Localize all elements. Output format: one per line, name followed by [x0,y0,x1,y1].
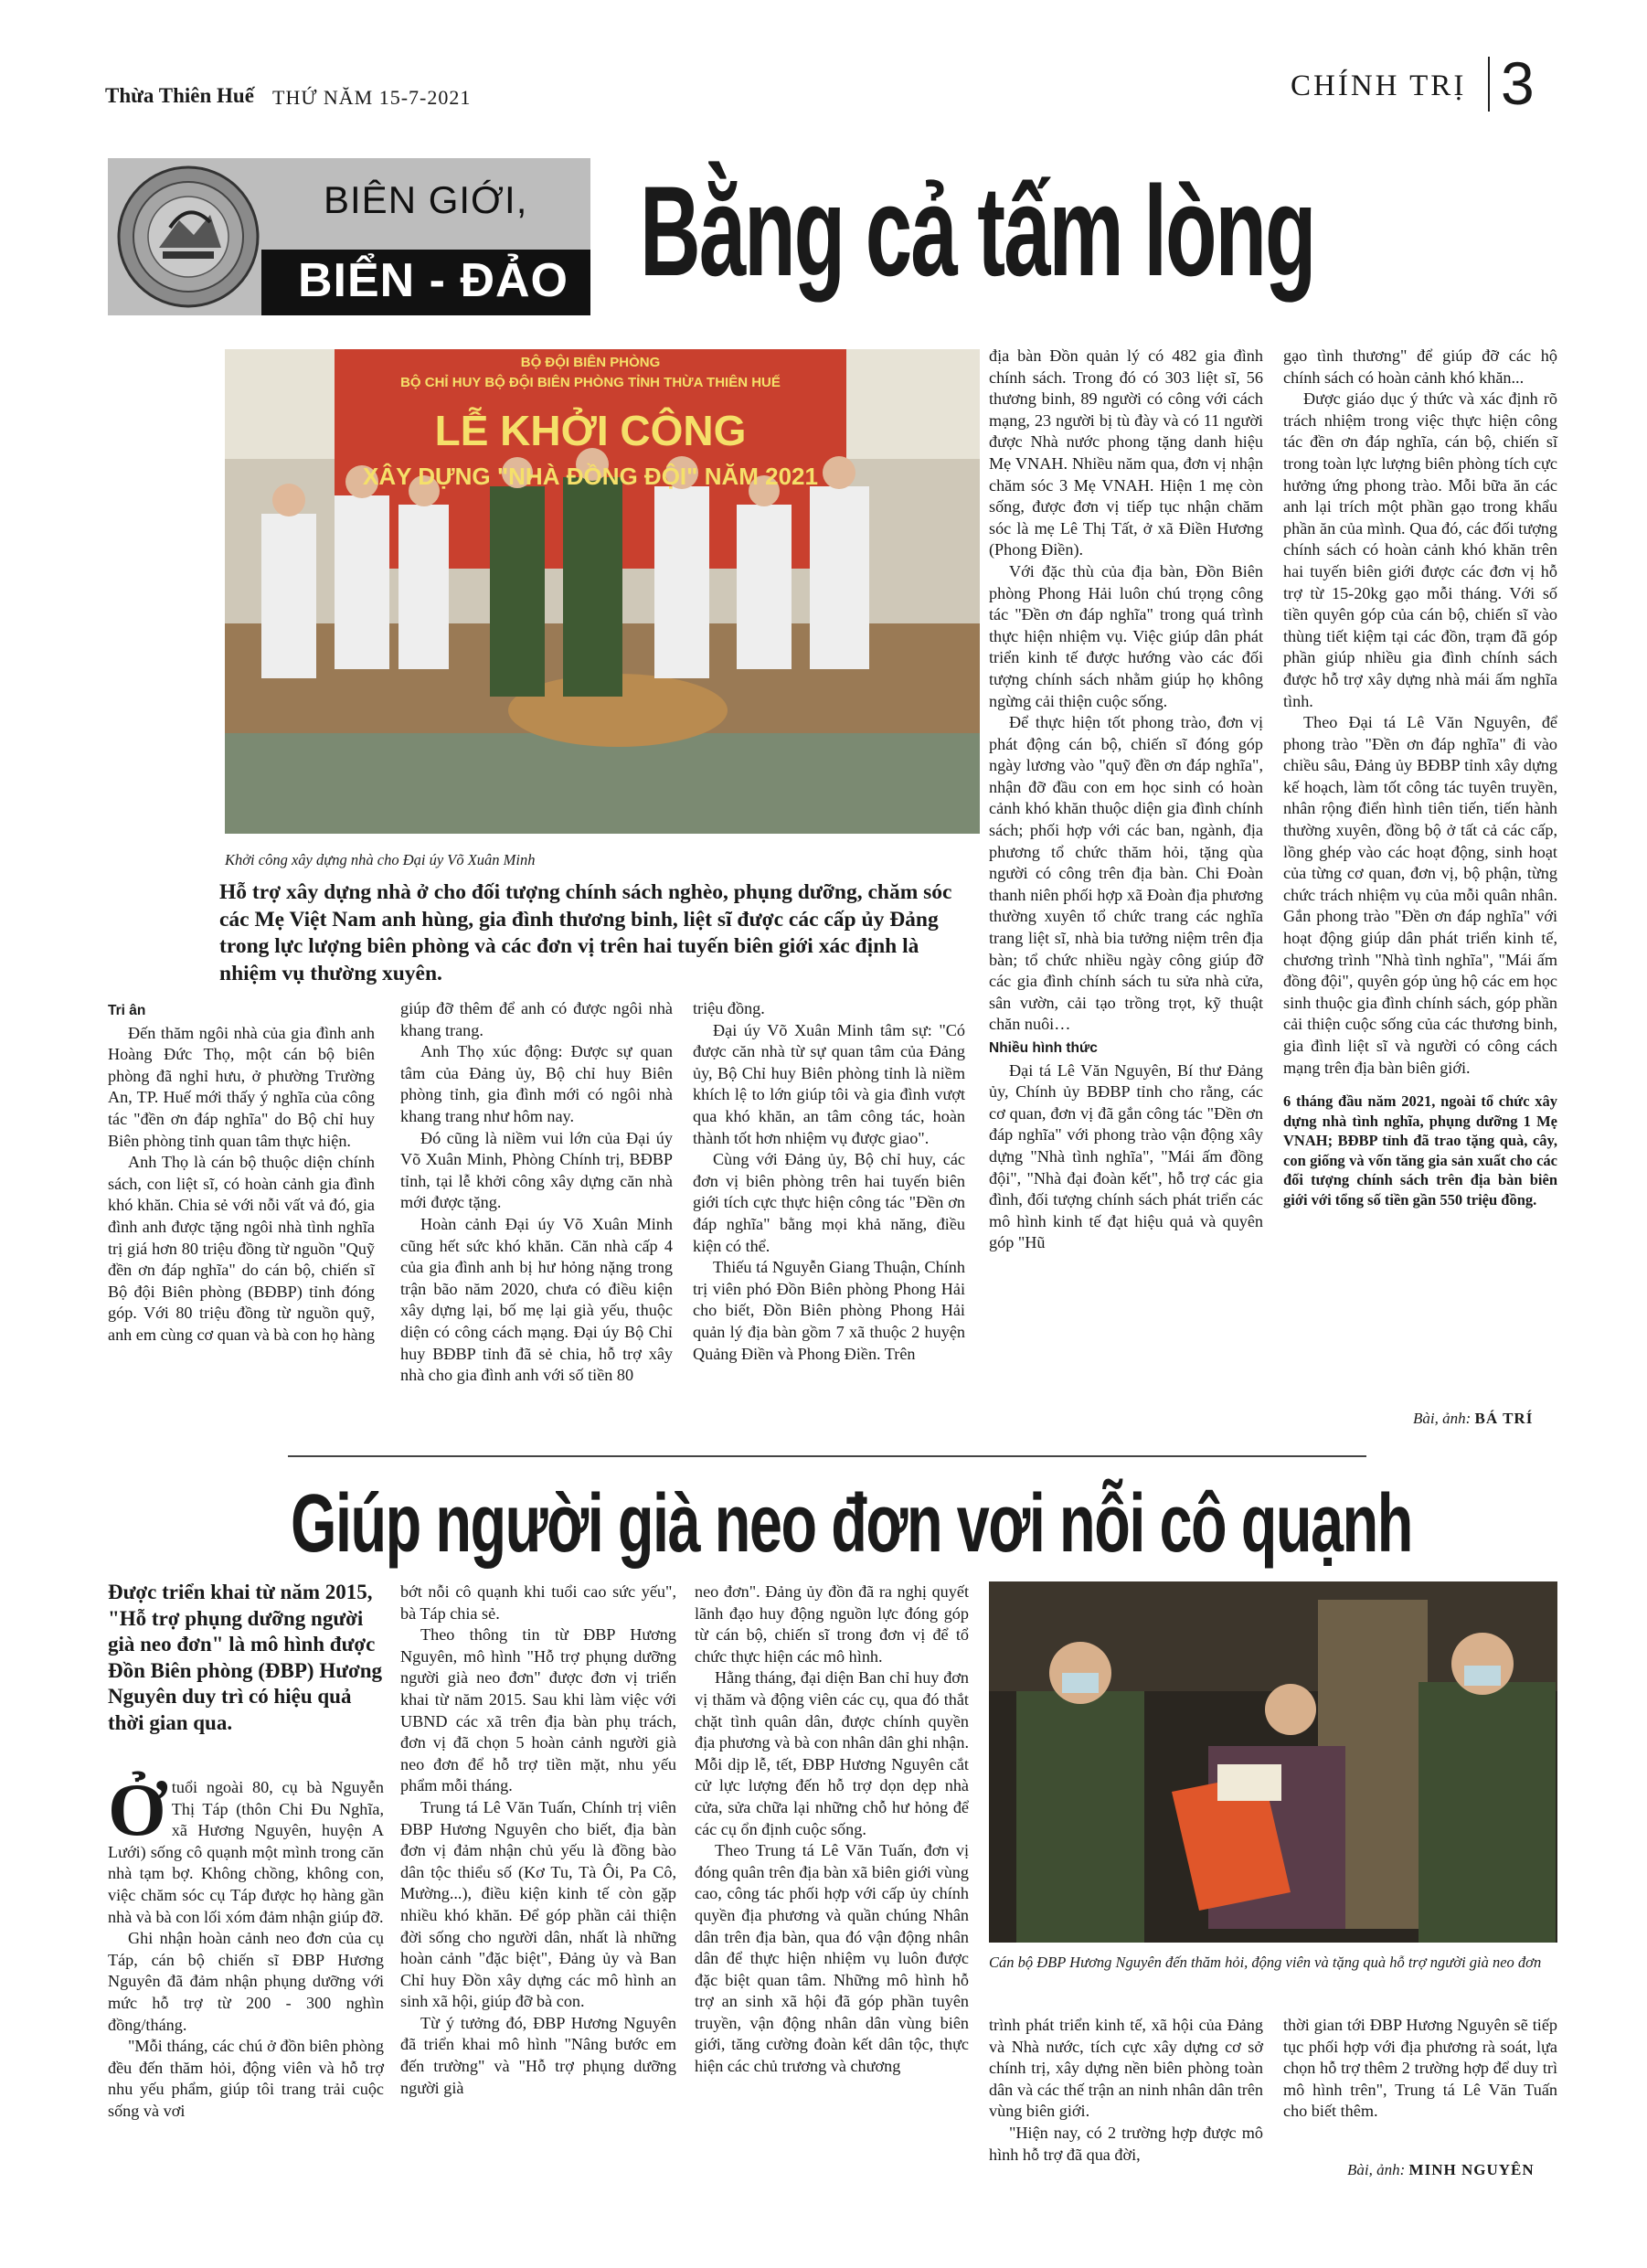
subhead-tri-an: Tri ân [108,1003,146,1018]
paragraph: Thiếu tá Nguyễn Giang Thuận, Chính trị viên phó Đồn Biên phòng Phong Hải cho biết, Đồn Biên phòng Phong Hải quản lý địa bàn gồm 7 xã thuộc 2 huyện Quảng Điền và Phong Điền. Trên [693,1258,965,1363]
paragraph: Để thực hiện tốt phong trào, đơn vị phát động cán bộ, chiến sĩ đóng góp ngày lương vào "quỹ đền ơn đáp nghĩa", nhận đỡ đầu con em học sinh có hoàn cảnh khó khăn thuộc diện gia đình chính sách; phối hợp với các ban, ngành, địa phương tổ chức thăm hỏi, tặng qùa người có công trên địa bàn. Chi Đoàn thanh niên phối hợp xã Đoàn địa phương thường xuyên tổ chức trang các nghĩa trang liệt sĩ, nhà bia tưởng niệm trên địa bàn; tổ chức nhiều ngày công giúp đỡ các gia đình chính sách tu sửa nhà cửa, sân vườn, cải tạo trồng trọt, kỹ thuật chăn nuôi… [989,713,1263,1034]
article1-col1 [108,998,375,1347]
banner-org1: BỘ ĐỘI BIÊN PHÒNG [520,355,661,370]
paragraph: Được giáo dục ý thức và xác định rõ trách nhiệm trong việc thực hiện công tác đền ơn đáp nghĩa, cán bộ, chiến sĩ trong toàn lực lượng biên phòng tích cực hưởng ứng phong trào. Mỗi bữa ăn các anh lại trích một phần gạo trong khẩu phần ăn của mình. Qua đó, các đối tượng chính sách có hoàn cảnh khó khăn trên hai tuyến biên giới được các đơn vị hỗ trợ từ 15-20kg gạo mỗi tháng. Với số tiền quyên góp của cán bộ, chiến sĩ vào thùng tiết kiệm tại các đồn, trạm đã góp phần giúp nhiều gia đình chính sách được hỗ trợ xây dựng nhà mái ấm nghĩa tình. [1283,389,1557,710]
article1-byline [1413,1410,1533,1428]
article2-col4 [989,2015,1263,2166]
paragraph: địa bàn Đồn quản lý có 482 gia đình chính sách. Trong đó có 303 liệt sĩ, 56 thương binh, 89 người có công với cách mạng, 23 người bị tù đày và có 11 người được Nhà nước phong tặng danh hiệu Mẹ VNAH. Nhiều năm qua, đơn vị nhận chăm sóc 3 Mẹ VNAH. Hiện 1 mẹ còn sống, được đơn vị tiếp tục nhận chăm sóc là mẹ Lê Thị Tất, ở xã Điền Hương (Phong Điền). [989,346,1263,559]
paragraph: thời gian tới ĐBP Hương Nguyên sẽ tiếp tục phối hợp với địa phương rà soát, lựa chọn hỗ trợ thêm 2 trường hợp để duy trì mô hình trên", Trung tá Lê Văn Tuấn cho biết thêm. [1283,2016,1557,2121]
paragraph: neo đơn". Đảng ủy đồn đã ra nghị quyết lãnh đạo huy động nguồn lực đóng góp từ cán bộ, chiến sĩ trong đơn vị để tổ chức thực hiện các mô hình. [695,1582,969,1666]
logo-text-line1: BIÊN GIỚI, [324,178,528,221]
byline-label: Bài, ảnh: [1413,1410,1472,1427]
paragraph-text: tuổi ngoài 80, cụ bà Nguyễn Thị Táp (thôn Chi Đu Nghĩa, xã Hương Nguyên, huyện A Lưới) sống cô quạnh một mình trong căn nhà tạm bợ. Không chồng, không con, việc chăm sóc cụ Táp được họ hàng gần nhà và bà con lối xóm đảm nhận giúp đỡ. [108,1778,384,1926]
newspaper-name: Thừa Thiên Huế [105,84,254,107]
article2-lead: Được triển khai từ năm 2015, "Hỗ trợ phụng dưỡng người già neo đơn" là mô hình được Đồn Biên phòng (ĐBP) Hương Nguyên duy trì có hiệu quả thời gian qua. [108,1581,383,1734]
article1-fact-note: 6 tháng đầu năm 2021, ngoài tổ chức xây dựng nhà tình nghĩa, phụng dưỡng 1 Mẹ VNAH; BĐBP tỉnh đã trao tặng quà, cây, con giống và vốn tăng gia sản xuất cho các đối tượng chính sách trên địa bàn biên giới với tổng số tiền gần 550 triệu đồng. [1283,1092,1557,1209]
paragraph: Cùng với Đảng ủy, Bộ chỉ huy, các đơn vị biên phòng trên hai tuyến biên giới tích cực thực hiện công tác "Đền ơn đáp nghĩa" bằng mọi khả năng, điều kiện có thể. [693,1150,965,1255]
article1-photo [225,349,980,834]
article2-photo-caption: Cán bộ ĐBP Hương Nguyên đến thăm hỏi, động viên và tặng quà hỗ trợ người già neo đơn [989,1954,1542,1971]
article2-col3 [695,1581,969,2078]
paragraph: Hằng tháng, đại diện Ban chỉ huy đơn vị thăm và động viên các cụ, qua đó thắt chặt tình quân dân, được chính quyền địa phương và bà con nhân dân ghi nhận. Mỗi dịp lễ, tết, ĐBP Hương Nguyên cắt cử lực lượng đến hỗ trợ dọn dẹp nhà cửa, sửa chữa lại những chỗ hư hỏng để các cụ ổn định cuộc sống. [695,1668,969,1838]
article2-col2 [400,1581,676,2099]
banner-title: LỄ KHỞI CÔNG [434,407,747,454]
article2-col1 [108,1768,384,2123]
article1-col2 [400,998,673,1387]
byline-author: BÁ TRÍ [1474,1410,1534,1427]
logo-text-line2: BIỂN - ĐẢO [298,254,568,307]
paragraph: trình phát triển kinh tế, xã hội của Đảng và Nhà nước, tích cực xây dựng cơ sở chính trị, xây dựng nền biên phòng toàn dân và các thế trận an ninh nhân dân trên vùng biên giới. [989,2016,1263,2121]
header-divider [1488,57,1490,112]
issue-date: THỨ NĂM 15-7-2021 [272,86,472,109]
paragraph: Từ ý tưởng đó, ĐBP Hương Nguyên đã triển khai mô hình "Nâng bước em đến trường" và "Hỗ trợ phụng dưỡng người già [400,2013,676,2097]
banner-sub: XÂY DỰNG "NHÀ ĐỒNG ĐỘI" NĂM 2021 [363,463,818,490]
drop-cap: Ở [108,1768,166,1851]
article1-lead: Hỗ trợ xây dựng nhà ở cho đối tượng chính sách nghèo, phụng dưỡng, chăm sóc các Mẹ Việt Nam anh hùng, gia đình thương binh, liệt sĩ được các cấp ủy Đảng trong lực lượng biên phòng và các đơn vị trên hai tuyến biên giới xác định là nhiệm vụ thường xuyên. [219,880,952,985]
article2-headline: Giúp người già neo đơn vơi nỗi cô quạnh [291,1478,1412,1570]
section-name: CHÍNH TRỊ [1291,69,1467,102]
byline-label: Bài, ảnh: [1347,2161,1406,2178]
border-guard-emblem-icon [115,164,261,310]
section-divider [288,1455,1366,1457]
paragraph: Theo Trung tá Lê Văn Tuấn, đơn vị đóng quân trên địa bàn xã biên giới vùng cao, công tác phối hợp với cấp ủy chính quyền địa phương và quần chúng Nhân dân trên địa bàn, qua đó vận động nhân dân để thực hiện nhiệm vụ luôn được đặc biệt quan tâm. Những mô hình hỗ trợ an sinh xã hội đã góp phần tuyên truyền, vận động nhân dân vùng biên giới, tăng cường đoàn kết dân tộc, thực hiện các chủ trương và chương [695,1841,969,2076]
article2-col5 [1283,2015,1557,2123]
paragraph: bớt nỗi cô quạnh khi tuổi cao sức yếu", bà Táp chia sẻ. [400,1582,676,1623]
paragraph: Đến thăm ngôi nhà của gia đình anh Hoàng Đức Thọ, một cán bộ biên phòng đã nghỉ hưu, ở phường Trường An, TP. Huế mới thấy ý nghĩa của công tác "đền ơn đáp nghĩa" do Bộ chỉ huy Biên phòng tỉnh quan tâm thực hiện. [108,1023,375,1150]
paragraph: Đó cũng là niềm vui lớn của Đại úy Võ Xuân Minh, Phòng Chính trị, BĐBP tỉnh, tại lễ khởi công xây dựng căn nhà mới được tặng. [400,1128,673,1212]
paragraph: Với đặc thù của địa bàn, Đồn Biên phòng Phong Hải luôn chú trọng công tác "Đền ơn đáp nghĩa" trong quá trình thực hiện nhiệm vụ. Việc giúp dân phát triển kinh tế được hướng vào các đối tượng chính sách nhằm giúp họ không ngừng cải thiện cuộc sống. [989,561,1263,710]
section-logo [108,158,590,315]
article1-col5 [1283,346,1557,1209]
page-number: 3 [1501,49,1535,117]
article2-photo [989,1581,1557,1943]
paragraph: "Hiện nay, có 2 trường hợp được mô hình hỗ trợ đã qua đời, [989,2123,1263,2164]
paragraph: Trung tá Lê Văn Tuấn, Chính trị viên ĐBP Hương Nguyên cho biết, địa bàn đơn vị đảm nhận chủ yếu là đồng bào dân tộc thiểu số (Kơ Tu, Tà Ôi, Pa Cô, Mường...), điều kiện kinh tế còn gặp nhiều khó khăn. Để góp phần cải thiện đời sống cho người dân, nhất là những hoàn cảnh "đặc biệt", Đảng ủy và Ban Chỉ huy Đồn xây dựng các mô hình an sinh xã hội, giúp đỡ bà con. [400,1797,676,2011]
paragraph: Anh Thọ xúc động: Được sự quan tâm của Đảng ủy, Bộ chỉ huy Biên phòng tỉnh, gia đình mới có ngôi nhà khang trang như hôm nay. [400,1042,673,1125]
paragraph: Theo Đại tá Lê Văn Nguyên, để phong trào "Đền ơn đáp nghĩa" đi vào chiều sâu, Đảng ủy BĐBP tỉnh xây dựng kế hoạch, làm tốt công tác tuyên truyền, nhân rộng điển hình tiên tiến, tiến hành thường xuyên, đồng bộ ở tất cả các cấp, lồng ghép vào các hoạt động, sinh hoạt của từng cơ quan, đơn vị, bộ phận, từng chức trách nhiệm vụ của mỗi quân nhân. Gắn phong trào "Đền ơn đáp nghĩa" với hoạt động giúp dân phát triển kinh tế, chương trình "Nhà tình nghĩa", "Mái ấm đồng đội", quyên góp ủng hộ các em học sinh thuộc gia đình chính sách, góp phần cải thiện cuộc sống của các thương binh, gia đình liệt sĩ và người có công cách mạng trên địa bàn biên giới. [1283,713,1557,1077]
subhead-nhieu-hinh-thuc: Nhiều hình thức [989,1040,1098,1056]
article2-byline [1347,2161,1535,2179]
article1-col3 [693,998,965,1365]
paragraph: Đại tá Lê Văn Nguyên, Bí thư Đảng ủy, Chính ủy BĐBP tỉnh cho rằng, các cơ quan, đơn vị đã gắn công tác "Đền ơn đáp nghĩa" với phong trào vận động xây dựng "Nhà tình nghĩa", "Mái ấm đồng đội", "Nhà đại đoàn kết", hỗ trợ các gia đình, đối tượng chính sách phát triển các mô hình kinh tế đạt hiệu quả và quyên góp "Hũ [989,1060,1263,1252]
paragraph: gạo tình thương" để giúp đỡ các hộ chính sách có hoàn cảnh khó khăn... [1283,346,1557,387]
paragraph: giúp đỡ thêm để anh có được ngôi nhà khang trang. [400,999,673,1039]
paragraph: Đại úy Võ Xuân Minh tâm sự: "Có được căn nhà từ sự quan tâm của Đảng ủy, Bộ Chỉ huy Biên phòng tỉnh là niềm khích lệ to lớn giúp tôi và gia đình vượt qua khó khăn, an tâm công tác, hoàn thành tốt hơn nhiệm vụ được giao". [693,1020,965,1147]
byline-author: MINH NGUYÊN [1408,2161,1535,2178]
banner-org2: BỘ CHỈ HUY BỘ ĐỘI BIÊN PHÒNG TỈNH THỪA THIÊN HUẾ [400,375,781,390]
article1-headline: Bằng cả tấm lòng [640,159,1315,303]
paragraph: Theo thông tin từ ĐBP Hương Nguyên, mô hình "Hỗ trợ phụng dưỡng người già neo đơn" được đơn vị triển khai từ năm 2015. Sau khi làm việc với UBND các xã trên địa bàn phụ trách, đơn vị đã chọn 5 hoàn cảnh người già neo đơn để hỗ trợ tiền mặt, nhu yếu phẩm mỗi tháng. [400,1625,676,1795]
paragraph: "Mỗi tháng, các chú ở đồn biên phòng đều đến thăm hỏi, động viên và hỗ trợ nhu yếu phẩm, giúp tôi trang trải cuộc sống và vơi [108,2037,384,2120]
paragraph: triệu đồng. [693,999,765,1017]
paragraph: Ghi nhận hoàn cảnh neo đơn của cụ Táp, cán bộ chiến sĩ ĐBP Hương Nguyên đã đảm nhận phụng dưỡng với mức hỗ trợ từ 200 - 300 nghìn đồng/tháng. [108,1929,384,2034]
paragraph: Hoàn cảnh Đại úy Võ Xuân Minh cũng hết sức khó khăn. Căn nhà cấp 4 của gia đình anh bị hư hỏng nặng trong trận bão năm 2020, chưa có điều kiện xây dựng lại, bố mẹ lại già yếu, thuộc diện có công cách mạng. Đại úy Bộ Chỉ huy BĐBP tỉnh đã sẻ chia, hỗ trợ xây nhà cho gia đình anh với số tiền 80 [400,1214,673,1385]
paragraph [108,1768,384,1928]
paragraph: Anh Thọ là cán bộ thuộc diện chính sách, con liệt sĩ, có hoàn cảnh gia đình khó khăn. Chia sẻ với nỗi vất vả đó, gia đình anh được tặng ngôi nhà tình nghĩa trị giá hơn 80 triệu đồng từ nguồn "Quỹ đền ơn đáp nghĩa" do cán bộ, chiến sĩ Bộ đội Biên phòng (BĐBP) tỉnh đóng góp. Với 80 triệu đồng từ nguồn quỹ, anh em cùng cơ quan và bà con họ hàng [108,1153,375,1344]
article1-col4 [989,346,1263,1254]
article1-photo-caption: Khởi công xây dựng nhà cho Đại úy Võ Xuân Minh [225,851,536,868]
